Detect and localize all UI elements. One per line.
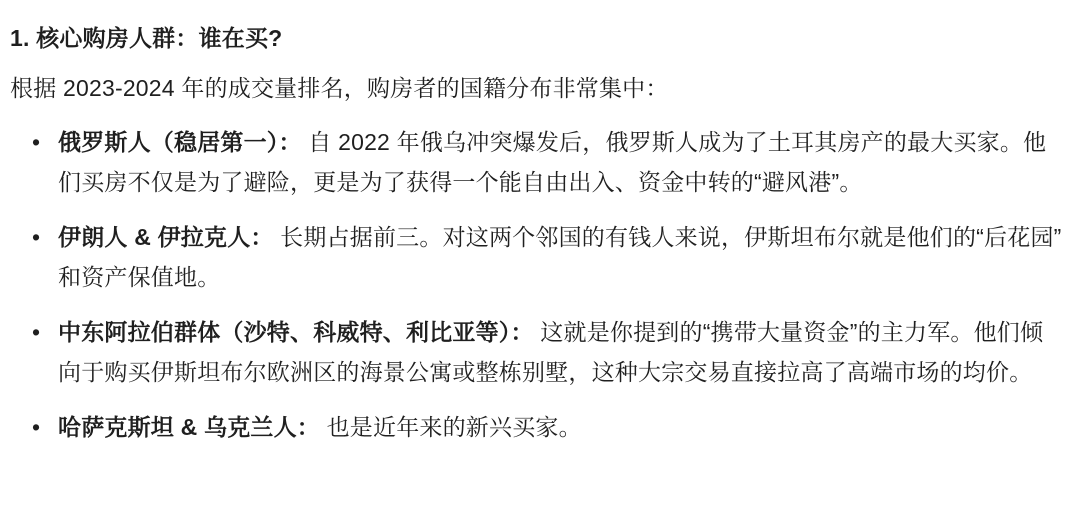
list-item <box>10 312 1066 392</box>
bullet-dot: • <box>32 414 41 440</box>
bullet-label: 俄罗斯人（稳居第一）： <box>58 129 302 155</box>
bullet-label: 伊朗人 & 伊拉克人： <box>58 224 274 250</box>
bullet-text: 这就是你提到的“携带大量资金”的主力军。他们倾向于购买伊斯坦布尔欧洲区的海景公寓或整栋别墅，这种大宗交易直接拉高了高端市场的均价。 <box>58 319 1044 385</box>
bullet-text: 自 2022 年俄乌冲突爆发后，俄罗斯人成为了土耳其房产的最大买家。他们买房不仅是为了避险，更是为了获得一个能自由出入、资金中转的“避风港”。 <box>58 129 1047 195</box>
bullet-text: 长期占据前三。对这两个邻国的有钱人来说，伊斯坦布尔就是他们的“后花园”和资产保值地。 <box>58 224 1062 290</box>
bullet-dot: • <box>32 224 41 250</box>
bullet-text: 也是近年来的新兴买家。 <box>320 414 582 440</box>
section-heading: 1. 核心购房人群：谁在买? <box>10 25 283 51</box>
list-item <box>10 217 1066 297</box>
bullet-dot: • <box>32 319 41 345</box>
bullet-list <box>10 122 1066 447</box>
bullet-label: 哈萨克斯坦 & 乌克兰人： <box>58 414 320 440</box>
intro-paragraph: 根据 2023-2024 年的成交量排名，购房者的国籍分布非常集中： <box>10 75 669 101</box>
bullet-dot: • <box>32 129 41 155</box>
list-item <box>10 122 1066 202</box>
list-item <box>10 407 1066 447</box>
bullet-label: 中东阿拉伯群体（沙特、科威特、利比亚等）： <box>58 319 534 345</box>
